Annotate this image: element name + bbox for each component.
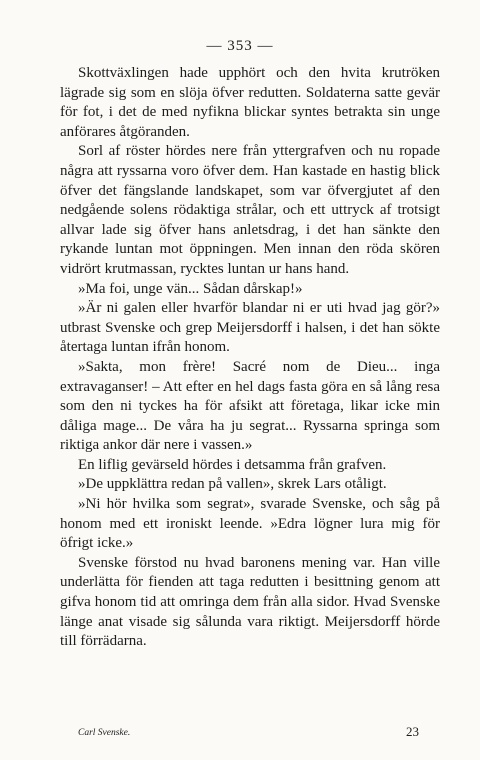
paragraph-5: »Sakta, mon frère! Sacré nom de Dieu... inga extravaganser! – Att efter en hel dags fasta göra en så lång resa som den ni tyckes ha för afsikt att företaga, likar icke min dåliga mage... De våra ha ju segrat... Ryssarna springa som riktiga ankor där nere i vassen.»: [60, 358, 440, 454]
paragraph-4: »Är ni galen eller hvarför blandar ni er uti hvad jag gör?» utbrast Svenske och grep Meijersdorff i halsen, i det han sökte återtaga luntan ifrån honom.: [60, 300, 440, 356]
paragraph-9: Svenske förstod nu hvad baronens mening var. Han ville underlätta för fienden att taga redutten i besittning genom att gifva honom tid att omringa dem från alla sidor. Hvad Svenske länge anat visade sig sålunda vara riktigt. Meijersdorff hörde till förrädarna.: [60, 554, 440, 650]
paragraph-7: »De uppklättra redan på vallen», skrek Lars otåligt.: [78, 476, 387, 493]
paragraph-1: Skottväxlingen hade upphört och den hvita krutröken lägrade sig som en slöja öfver redutten. Soldaterna satte gevär för fot, i det de med nyfikna blickar syntes betrakta sin unge anförares åtgöranden.: [60, 65, 440, 140]
page-number: — 353 —: [206, 38, 274, 54]
paragraph-6: En liflig gevärseld hördes i detsamma från grafven.: [78, 456, 387, 473]
paragraph-3: »Ma foi, unge vän... Sådan dårskap!»: [78, 280, 303, 297]
text-body: [60, 64, 440, 652]
footer-signature: Carl Svenske.: [78, 728, 131, 738]
paragraph-2: Sorl af röster hördes nere från yttergrafven och nu ropade några att ryssarna voro öfver dem. Han kastade en hastig blick öfver det fängslande landskapet, som var öfvergjutet af den nedgående solens rödaktiga strålar, och ett uttryck af trotsigt allvar lade sig öfver hans anletsdrag, i det han sänkte den rykande luntan mot öppningen. Men innan den röda skören vidrört krutmassan, rycktes luntan ur hans hand.: [60, 143, 440, 277]
paragraph-8: »Ni hör hvilka som segrat», svarade Svenske, och såg på honom med ett ironiskt leende. »Edra lögner lura mig för öfrigt icke.»: [60, 496, 440, 552]
sheet-number: 23: [406, 724, 419, 739]
